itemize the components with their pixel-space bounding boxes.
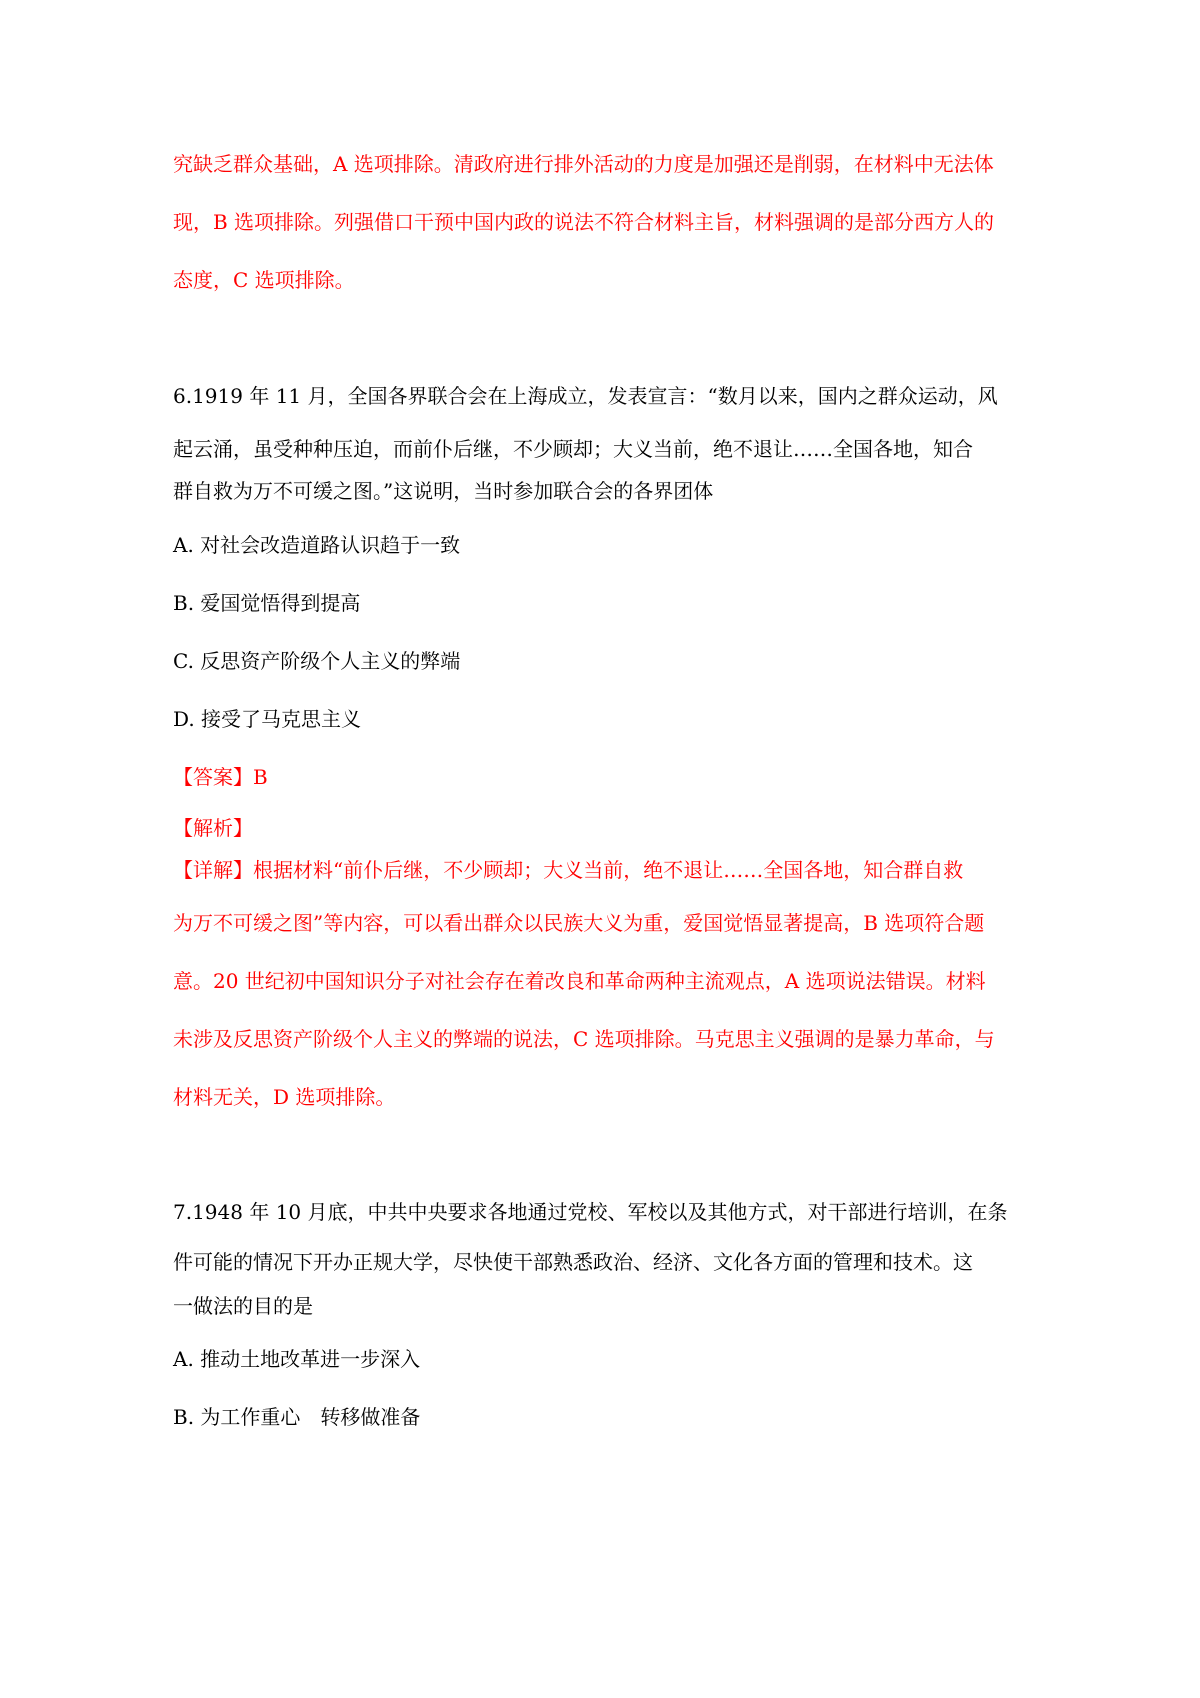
q6-stem-line-1: 6.1919 年 11 月，全国各界联合会在上海成立，发表宣言：“数月以来，国内之群众运动，风 (173, 384, 998, 408)
q6-option-a: A. 对社会改造道路认识趋于一致 (173, 533, 461, 557)
prev-explanation-line-3: 态度，C 选项排除。 (173, 268, 355, 292)
q6-option-b: B. 爱国觉悟得到提高 (173, 591, 361, 615)
q6-stem-line-2: 起云涌，虽受种种压迫，而前仆后继，不少顾却；大义当前，绝不退让……全国各地，知合 (173, 437, 973, 461)
q6-analysis-label: 【解析】 (173, 816, 253, 840)
q7-stem-line-2: 件可能的情况下开办正规大学，尽快使干部熟悉政治、经济、文化各方面的管理和技术。这 (173, 1250, 973, 1274)
q6-detail-line-3: 意。20 世纪初中国知识分子对社会存在着改良和革命两种主流观点，A 选项说法错误。材料 (173, 969, 986, 993)
q6-option-c: C. 反思资产阶级个人主义的弊端 (173, 649, 461, 673)
q7-stem-line-3: 一做法的目的是 (173, 1294, 313, 1318)
q6-detail-line-1: 【详解】根据材料“前仆后继，不少顾却；大义当前，绝不退让……全国各地，知合群自救 (173, 858, 964, 882)
q6-detail-line-2: 为万不可缓之图”等内容，可以看出群众以民族大义为重，爱国觉悟显著提高，B 选项符合题 (173, 911, 985, 935)
q6-detail-line-4: 未涉及反思资产阶级个人主义的弊端的说法，C 选项排除。马克思主义强调的是暴力革命，与 (173, 1027, 995, 1051)
q7-option-a: A. 推动土地改革进一步深入 (173, 1347, 421, 1371)
prev-explanation-line-1: 究缺乏群众基础，A 选项排除。清政府进行排外活动的力度是加强还是削弱，在材料中无法体 (173, 152, 994, 176)
q7-option-b: B. 为工作重心 转移做准备 (173, 1405, 421, 1429)
q6-stem-line-3: 群自救为万不可缓之图。”这说明，当时参加联合会的各界团体 (173, 479, 714, 503)
prev-explanation-line-2: 现，B 选项排除。列强借口干预中国内政的说法不符合材料主旨，材料强调的是部分西方人的 (173, 210, 995, 234)
q6-option-d: D. 接受了马克思主义 (173, 707, 362, 731)
q6-answer: 【答案】B (173, 765, 268, 789)
q6-detail-line-5: 材料无关，D 选项排除。 (173, 1085, 396, 1109)
q7-stem-line-1: 7.1948 年 10 月底，中共中央要求各地通过党校、军校以及其他方式，对干部进行培训，在条 (173, 1200, 1008, 1224)
